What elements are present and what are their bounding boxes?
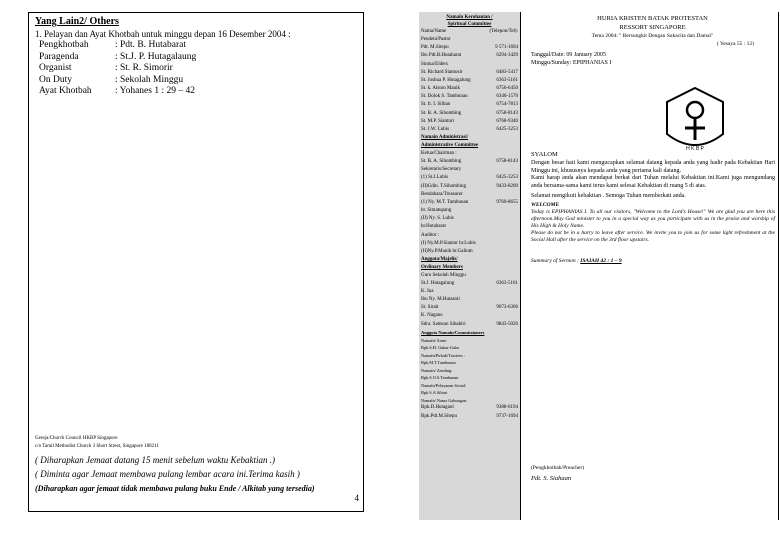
list-item (421, 288, 518, 296)
list-item (421, 207, 518, 215)
sermon-summary: Summary of Sermon : ISAIAH 42 : 1 – 9 (531, 257, 622, 264)
list-item (421, 174, 518, 182)
church-name: HURIA KRISTEN BATAK PROTESTAN (597, 15, 708, 22)
list-item (421, 101, 518, 109)
list-item: Bpk.S.H. Gukar-Guke (421, 345, 460, 351)
list-item: St. B. A. Sihombing 6758-8143 (421, 159, 518, 165)
list-item: Namaîn/ Namz Gahungan: (421, 397, 468, 403)
list-item (421, 280, 518, 288)
notice-arrive-early: ( Diharapkan Jemaat datang 15 menit sebelum waktu Kebaktian .) (35, 455, 275, 465)
list-item: Namaîn/Ptrkab/Trustees : (421, 352, 465, 358)
phone-number: 6363-5161 (496, 280, 518, 286)
members-title: Anggota/Majelis/ (421, 256, 458, 262)
list-item: Namaîn/ Aone: (421, 337, 448, 343)
phone-number: 6425-3253 (496, 175, 518, 181)
preacher-label: (Pengkhotbah/Preacher) (531, 465, 585, 471)
person-name: St. M.P. Sianturi (421, 118, 454, 124)
phone-number: 9 571-1694 (495, 45, 518, 51)
phone-number: 6768-9340 (496, 118, 518, 124)
admin-subtitle: Administrative Committee (421, 143, 479, 149)
chairman-label: Ketua/Chairman : (421, 151, 457, 157)
person-name: Bpk.Pdt.M.Sitepu (421, 413, 457, 419)
sunday-school-label: Guru Sekolah Minggu (421, 272, 466, 278)
welcome-paragraph-1: Dengan besar hati kami mengucapkan selamat datang kepada anda yang hadir pada Kebaktian Hari Minggu ini, khususnya kepada anda yang pertama kali datang. (531, 160, 775, 174)
person-name: K. Ina (421, 288, 434, 294)
list-item: Bpk.S.O.S.Tambunan (421, 375, 459, 381)
list-item (421, 85, 518, 93)
cover-column (525, 12, 779, 520)
list-item (421, 52, 518, 60)
person-name: St. B. A. Sihombing (421, 110, 462, 116)
members-subtitle: Ordinary Members (421, 264, 463, 270)
footer-block (35, 435, 359, 503)
notice-books: (Diharapkan agar jemaat tidak membawa pulang buku Ende / Alkitab yang tersedia) (35, 484, 315, 493)
phone-number: 6294-3429 (496, 53, 518, 59)
preacher-name: Pdt. S. Siahaan (531, 475, 572, 482)
list-item (421, 93, 518, 101)
list-item (421, 110, 518, 118)
auditor-label: Auditor : (421, 232, 440, 238)
person-name: (1) St.J.Lubis (421, 175, 449, 181)
english-welcome-2: Please do not be in a hurry to leave after service. We invite you to join us for some light refreshment at the Social Hall after the service on the 3rd floor upstairs. (531, 229, 775, 243)
list-item: Namaîn/ Zending: (421, 367, 453, 373)
person-name: St. Joshua P. Hutagalung (421, 77, 471, 83)
phone-number: 6758-8143 (496, 110, 518, 116)
church-council: Gereja/Church Council HKBP Singapore (35, 436, 118, 441)
person-name: St. Richard Siamosir (421, 69, 463, 75)
phone-number: 9673-6306 (496, 305, 518, 311)
person-name: Sdra. Samsun Sibabiri (421, 321, 466, 327)
notice-take-program: ( Diminta agar Jemaat membawa pulang lembar acara ini.Terima kasih ) (35, 469, 300, 479)
service-row: Ayat Khotbah : Yohanes 1 : 29 – 42 (39, 86, 195, 96)
person-name: St. k. Alston Manik (421, 86, 461, 92)
ressort-name: RESSORT SINGAPORE (619, 24, 686, 31)
person-name: br.Hutabarat (421, 224, 446, 230)
list-item: (II)Ny.P.Manik br.Galium (421, 248, 473, 254)
treasurer-label: Bendahara/Treasurer (421, 191, 463, 197)
committee-column (419, 12, 521, 520)
service-sunday: Minggu/Sunday: EPIPHANIAS I (531, 59, 612, 66)
elders-label: Sintua/Elders (421, 61, 448, 67)
english-welcome-1: Today is EPIPHANIAS I. To all our visitors, "Welcome to the Lord's House!" We are glad you are here this afternoon.May God minister to you in a special way as you participate with us in the praise and worship of His High & Holy Name. (531, 208, 775, 229)
welcome-heading: WELCOME (531, 201, 560, 208)
phone-number: 6363-5161 (496, 77, 518, 83)
phone-number: 9388-6194 (496, 405, 518, 411)
person-name: Bpk.D.Hutagaol (421, 405, 454, 411)
church-address: c/o Tamil Methodist Church 3 Short Street, Singapore 188211 (35, 444, 159, 449)
logo-caption: H K B P (686, 146, 704, 152)
secretary-list (421, 174, 518, 190)
list-item: Bpk.M.T.Tambunan (421, 360, 456, 366)
list-item (421, 118, 518, 126)
list-item (421, 304, 518, 312)
phone-number: 9737-1694 (496, 413, 518, 419)
list-item (421, 69, 518, 77)
commissioner-tail (421, 404, 518, 420)
list-item (421, 183, 518, 191)
list-item (421, 215, 518, 223)
secretary-label: Sekretaris/Secretary (421, 167, 462, 173)
admin-title: Namaîn Administrasi/ (421, 135, 469, 141)
church-logo-icon (663, 84, 727, 154)
pastor-list (421, 44, 518, 60)
phone-number: 9760-8655 (496, 199, 518, 205)
person-name: Ibu Ny. M.Hutasoit (421, 297, 460, 303)
person-name: (1) Ny. M.T. Tambunan (421, 199, 469, 205)
list-item (421, 296, 518, 304)
service-row: On Duty : Sekolah Minggu (39, 74, 184, 85)
person-name: St. Ir. I. Silban (421, 102, 451, 108)
left-page (28, 12, 364, 512)
phone-number: 6346-1570 (496, 94, 518, 100)
person-name: K. Nagano (421, 313, 443, 319)
treasurer-list (421, 199, 518, 232)
others-heading: Yang Lain2/ Others (35, 16, 119, 27)
member-list (421, 280, 518, 329)
col-name-header: Nama/Name (421, 29, 447, 34)
welcome-paragraph-2: Kami harap anda akan mendapat berkat dari Tuhan melalui Kebaktian ini.Kami juga mengundang anda bersama-sama kami terus kami selesai Kebaktian di ruang 5 di atas. (531, 175, 775, 189)
list-item (421, 413, 518, 421)
right-sheet (419, 12, 779, 520)
phone-number: 6754-7813 (496, 102, 518, 108)
phone-number: 6425-3253 (496, 127, 518, 133)
service-table (39, 40, 357, 98)
service-row: Organist : St. R. Simorir (39, 63, 173, 73)
col-tel-header: (Telepon/Tel): (489, 29, 518, 34)
person-name: Pdt. M.Sitepu (421, 45, 449, 51)
preacher-block (531, 465, 584, 482)
list-item (421, 404, 518, 412)
list-item (421, 223, 518, 231)
spiritual-subtitle: Spiritual Committee (447, 22, 492, 27)
person-name: St. Dolok S. Tambunan (421, 94, 468, 100)
theme-reference: ( Yesaya 55 : 12) (716, 41, 754, 47)
list-item (421, 44, 518, 52)
person-name: Sr. Sirait (421, 305, 439, 311)
service-row: Pengkhotbah : Pdt. B. Hutabarat (39, 40, 186, 50)
list-item (421, 321, 518, 329)
page-number: 4 (354, 493, 359, 503)
person-name: (II) Ny. S. Lubis (421, 216, 454, 222)
list-item (421, 126, 518, 134)
spiritual-title: Namaîn Kerohanian / (446, 15, 493, 20)
list-item (421, 199, 518, 207)
yearly-theme: Tema 2004: " Bersungkit Dengan Sukacita dan Damai" (591, 33, 714, 39)
elder-list (421, 69, 518, 135)
phone-number: 6756-6450 (496, 86, 518, 92)
person-name: br. Simatupang (421, 208, 452, 214)
list-item: Bpk.S.A.Siburi (421, 390, 448, 396)
welcome-section (531, 151, 775, 265)
person-name: (II)Gdin. T.Sihombing (421, 183, 466, 189)
commissioners-title: Anggota Namaîn/Commissioners (421, 329, 485, 335)
phone-number: 9433-8209 (496, 183, 518, 189)
person-name: St.J. Hutagalung (421, 280, 455, 286)
list-item: Namaîn/Pelayanan Sosial: (421, 382, 467, 388)
phone-number: 6483-5417 (496, 69, 518, 75)
service-date: Tanggal/Date: 09 January 2005 (531, 52, 607, 58)
syalom-heading: SYALOM (531, 151, 558, 158)
notice-item-1: 1. Pelayan dan Ayat Khotbah untuk minggu depan 16 Desember 2004 : (35, 29, 291, 39)
service-row: Paragenda : St.J. P. Hutagalaung (39, 51, 197, 62)
list-item (421, 312, 518, 320)
person-name: St. J.W. Lubis (421, 127, 450, 133)
person-name: Ibu Pdt.B.Hutabarat (421, 53, 462, 59)
phone-number: 9843-5026 (496, 321, 518, 327)
commissioner-list (421, 337, 518, 405)
list-item: (I) Ny.M.P.Siantur br.Lubis (421, 240, 476, 246)
pastor-label: Pendeta/Pastor (421, 37, 451, 43)
list-item (421, 77, 518, 85)
welcome-paragraph-3: Selamat mengikuti kebaktian . Semoga Tuhan memberkati anda. (531, 193, 686, 199)
